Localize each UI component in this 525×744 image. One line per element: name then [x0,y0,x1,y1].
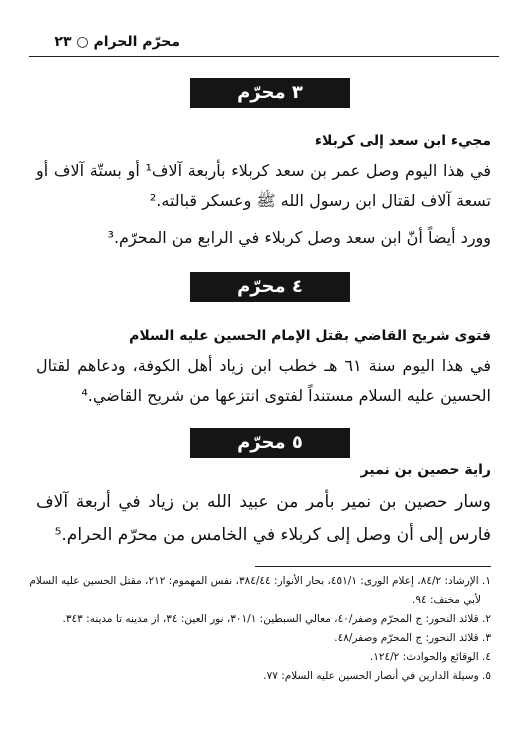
footnote-divider [255,566,491,567]
section-banner-day-5: ٥ محرّم [190,428,350,458]
running-header-title: محرّم الحرام ○ ٢٣ [54,34,180,50]
section-paragraph-day-4-1: في هذا اليوم سنة ٦١ هـ خطب ابن زياد أهل الكوفة، ودعاهم لقتال الحسين عليه السلام مستنداً لفتوى انتزعها من شريح القاضي.⁴ [36,356,491,405]
section-banner-day-4: ٤ محرّم [190,272,350,302]
section-paragraph-day-5-1: وسار حصين بن نمير بأمر من عبيد الله بن زياد في أربعة آلاف فارس إلى أن وصل إلى كربلاء في الخامس من محرّم الحرام.⁵ [36,492,491,545]
footnote-2: ٢. قلائد النحور: ج المحرّم وصفر/٤٠، معالي السبطين: ٣٠١/١، نور العين: ٣٤، از مدينه تا مدينه: ٣٤٣. [62,613,491,625]
footnote-1-continued: لأبي مخنف: ٩٤. [412,594,481,606]
footnote-4: ٤. الوقائع والحوادث: ١٢٤/٢. [369,651,491,663]
footnote-3: ٣. قلائد النحور: ج المحرّم وصفر/٤٨. [334,632,491,644]
footnote-1: ١. الإرشاد: ٨٤/٢، إعلام الورى: ٤٥١/١، بحار الأنوار: ٣٨٤/٤٤، نفس المهموم: ٢١٢، مقتل الحسين عليه السلام [29,575,491,587]
section-heading-day-3: مجيء ابن سعد إلى كربلاء [314,133,491,149]
section-heading-day-5: راية حصين بن نمير [360,462,491,478]
footnote-5: ٥. وسيلة الدارين في أنصار الحسين عليه السلام: ٧٧. [263,670,491,682]
section-heading-day-4: فتوى شريح القاضي بقتل الإمام الحسين عليه السلام [129,328,491,344]
header-divider [29,56,499,57]
section-paragraph-day-3-1: في هذا اليوم وصل عمر بن سعد كربلاء بأربعة آلاف¹ أو بستّة آلاف أو تسعة آلاف لقتال ابن رسول الله ﷺ وعسكر قبالته.² [36,161,491,210]
section-banner-day-3: ٣ محرّم [190,78,350,108]
footnotes-block [23,572,491,686]
section-paragraph-day-3-2: وورد أيضاً أنّ ابن سعد وصل كربلاء في الرابع من المحرّم.³ [107,228,491,247]
